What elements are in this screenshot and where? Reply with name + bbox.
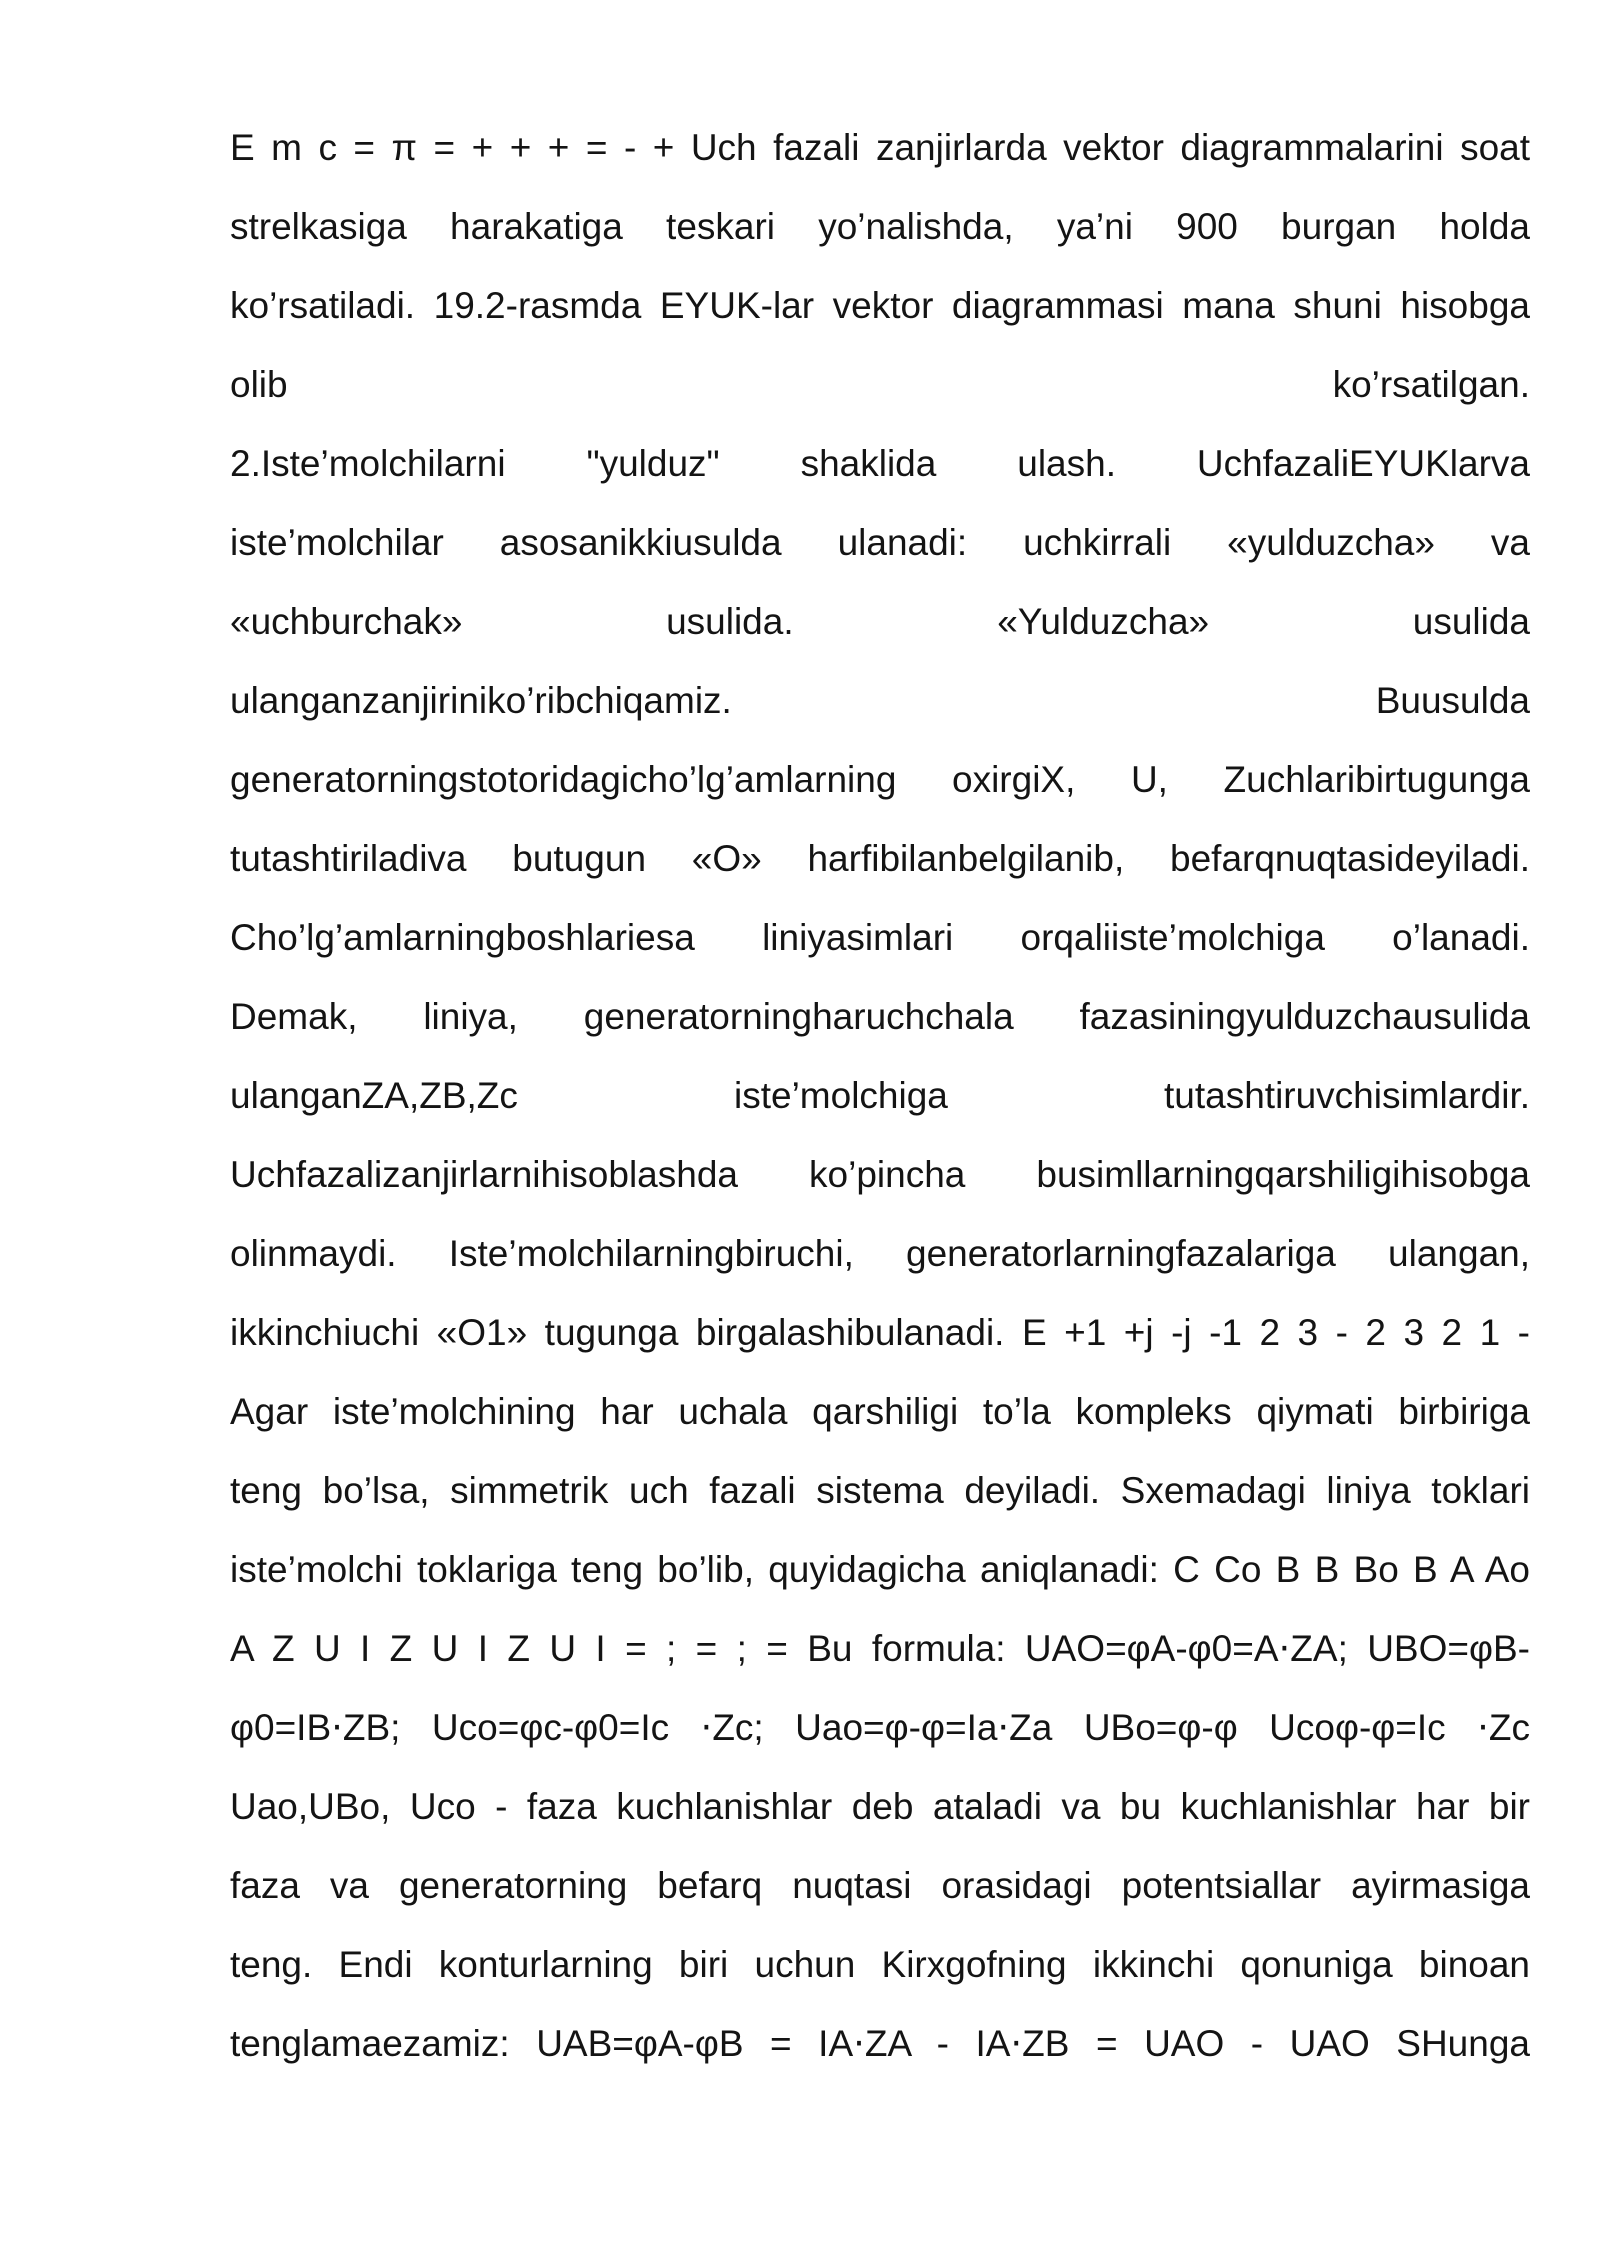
document-body-text — [230, 108, 1530, 2083]
text-line: Agar iste’molchining har uchala qarshiligi to’la kompleks qiymati birbiriga — [230, 1391, 1530, 1432]
text-line: «uchburchak» usulida. «Yulduzcha» usulida — [230, 601, 1530, 642]
text-line: φ0=IB⋅ZB; Uco=φc-φ0=Ic ⋅Zc; Uao=φ-φ=Ia⋅Za UBo=φ-φ Ucoφ-φ=Ic ⋅Zc — [230, 1707, 1530, 1748]
text-line: Demak, liniya, generatorningharuchchala fazasiningyulduzchausulida — [230, 996, 1530, 1037]
text-line: strelkasiga harakatiga teskari yo’nalishda, ya’ni 900 burgan holda — [230, 206, 1530, 247]
text-line: teng bo’lsa, simmetrik uch fazali sistema deyiladi. Sxemadagi liniya toklari — [230, 1470, 1530, 1511]
text-line: iste’molchi toklariga teng bo’lib, quyidagicha aniqlanadi: C Co B B Bo B A Ao — [230, 1549, 1530, 1590]
text-line: iste’molchilar asosanikkiusulda ulanadi: uchkirrali «yulduzcha» va — [230, 522, 1530, 563]
text-line: ko’rsatiladi. 19.2-rasmda EYUK-lar vektor diagrammasi mana shuni hisobga — [230, 285, 1530, 326]
text-line: generatorningstotoridagicho’lg’amlarning oxirgiX, U, Zuchlaribirtugunga — [230, 759, 1530, 800]
text-line: tutashtiriladiva butugun «O» harfibilanbelgilanib, befarqnuqtasideyiladi. — [230, 838, 1530, 879]
text-line: Uchfazalizanjirlarnihisoblashda ko’pincha busimllarningqarshiligihisobga — [230, 1154, 1530, 1195]
text-line: ulanganZA,ZB,Zc iste’molchiga tutashtiruvchisimlardir. — [230, 1075, 1530, 1116]
text-line: faza va generatorning befarq nuqtasi orasidagi potentsiallar ayirmasiga — [230, 1865, 1530, 1906]
text-line: olib ko’rsatilgan. — [230, 364, 1530, 405]
text-line: ulanganzanjiriniko’ribchiqamiz. Buusulda — [230, 680, 1530, 721]
text-line: Cho’lg’amlarningboshlariesa liniyasimlari orqaliiste’molchiga o’lanadi. — [230, 917, 1530, 958]
text-line: E m c = π = + + + = - + Uch fazali zanjirlarda vektor diagrammalarini soat — [230, 127, 1530, 168]
text-line: 2.Iste’molchilarni "yulduz" shaklida ulash. UchfazaliEYUKlarva — [230, 443, 1530, 484]
text-line: olinmaydi. Iste’molchilarningbiruchi, generatorlarningfazalariga ulangan, — [230, 1233, 1530, 1274]
text-line: A Z U I Z U I Z U I = ; = ; = Bu formula: UAO=φA-φ0=A⋅ZA; UBO=φB- — [230, 1628, 1530, 1669]
text-line: ikkinchiuchi «O1» tugunga birgalashibulanadi. E +1 +j -j -1 2 3 - 2 3 2 1 - — [230, 1312, 1530, 1353]
text-line: tenglamaezamiz: UAB=φA-φB = IA⋅ZA - IA⋅ZB = UAO - UAO SHunga — [230, 2023, 1530, 2064]
text-line: Uao,UBo, Uco - faza kuchlanishlar deb ataladi va bu kuchlanishlar har bir — [230, 1786, 1530, 1827]
text-line: teng. Endi konturlarning biri uchun Kirxgofning ikkinchi qonuniga binoan — [230, 1944, 1530, 1985]
